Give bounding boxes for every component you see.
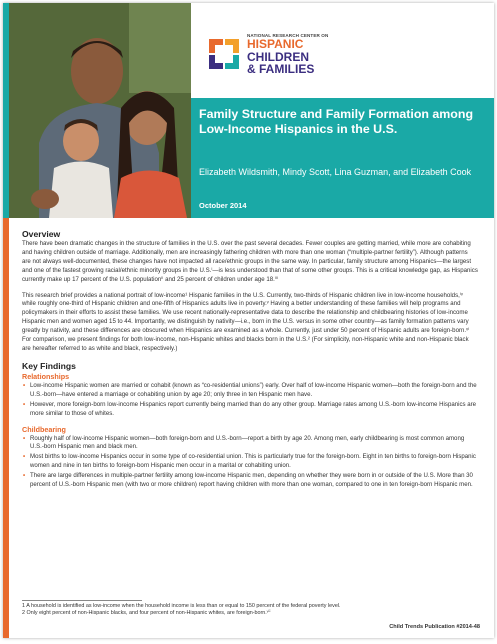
list-item: • Most births to low-income Hispanics occur in some type of co-residential union. This is particularly true for the foreign-born. Eight in ten births to foreign-born Hispanic women and nine in ten births to foreign-born Hispanic men occur in a marital or cohabiting union. [23,453,476,470]
logo-line-children: CHILDREN [247,49,309,64]
relationships-heading: Relationships [22,371,70,381]
document-page [3,3,494,638]
overview-paragraph-1: There have been dramatic changes in the structure of families in the U.S. over the past several decades. Fewer couples are getting married, while more are cohabiting and having children outside of marriage. Additionally, men are increasingly fathering children with more than one woman (“multiple-partner fertility”). Although patterns are not always well-documented, these changes have not impacted all race/ethnic groups in the same way. In particular, family structure among Hispanics—the largest and one of the fastest growing racial/ethnic minority groups in the U.S.ⁱ—is less understood than that of some other groups. This is a critical knowledge gap, as Hispanics currently make up 17 percent of the U.S. populationⁱⁱ and 25 percent of children under age 18.ⁱⁱⁱ [22,240,478,283]
author-list: Elizabeth Wildsmith, Mindy Scott, Lina Guzman, and Elizabeth Cook [199,167,472,177]
logo-mark-icon [207,37,241,73]
bullet-icon: • [23,453,26,461]
logo-line-hispanic: HISPANIC [247,37,304,51]
overview-paragraph-2: This research brief provides a national portrait of low-income¹ Hispanic families in the U.S. Currently, two-thirds of Hispanic children live in low-income households,ⁱᵛ while roughly one-third of Hispanic children and one-fifth of Hispanics adults live in poverty.ᵛ Having a better understanding of these families will help programs and policymakers in their efforts to assist these families. We use recent nationally-representative data to describe the relationship and childbearing histories of low-income Hispanic men and women aged 15 to 44. Importantly, we distinguish by nativity—i.e., born in the U.S. versus in some other country—as family formation patterns vary greatly by nativity, and these differences are obscured when Hispanics are examined as a whole. Currently, just under 50 percent of Hispanic adults are foreign-born.ᵛⁱ For comparison, we present findings for both low-income, non-Hispanic whites and blacks born in the U.S.² (For simplicity, non-Hispanic white and non-Hispanic black are hereafter referred to as white and black, respectively.) [22,291,470,352]
family-photo-illustration [9,3,191,218]
footnote-divider [22,600,142,601]
bullet-icon: • [23,381,26,389]
list-item: • There are large differences in multiple-partner fertility among low-income Hispanic men, depending on whether they were born in or outside of the U.S. More than 30 percent of U.S.-born Hispanic men (with two or more children) report having children with more than one woman, compared to one in ten foreign-born Hispanic men. [23,472,473,489]
list-item: • However, more foreign-born low-income Hispanics report currently being married than do any other group. Marriage rates among U.S.-born low-income Hispanics are more similar to those of whites. [23,400,477,417]
brief-body [22,229,478,496]
logo-line-families: & FAMILIES [247,62,315,76]
publication-date: October 2014 [199,201,247,210]
logo-tagline: NATIONAL RESEARCH CENTER ON [247,33,329,38]
bullet-icon: • [23,434,26,442]
childbearing-heading: Childbearing [22,424,66,434]
relationships-list [22,382,478,419]
accent-bar-orange [3,218,9,638]
list-item: • Low-income Hispanic women are married or cohabit (known as “co-residential unions”) early. Over half of low-income Hispanic women—both the foreign-born and the U.S.-born—have entered a marriage or cohabiting union by age 20; only three in ten Hispanic men have. [23,381,477,398]
list-item: • Roughly half of low-income Hispanic women—both foreign-born and U.S.-born—report a birth by age 20. Among men, early childbearing is most common among U.S.-born Hispanic men and black men. [23,434,465,451]
cover-photo [9,3,191,218]
footnote-2: 2 Only eight percent of non-Hispanic blacks, and four percent of non-Hispanic whites, are foreign-born.ᵛⁱⁱ [22,610,271,617]
title-box [191,98,494,218]
document-title: Family Structure and Family Formation among Low-Income Hispanics in the U.S. [199,107,474,136]
footnote-1: 1 A household is identified as low-income when the household income is less than or equal to 150 percent of the federal poverty level. [22,603,341,609]
bullet-icon: • [23,400,26,408]
center-logo [207,33,347,88]
key-findings-heading: Key Findings [22,360,76,371]
bullet-icon: • [23,472,26,480]
footnotes [22,603,482,617]
overview-heading: Overview [22,229,61,239]
publication-number: Child Trends Publication #2014-48 [389,624,480,630]
childbearing-list [22,435,478,490]
